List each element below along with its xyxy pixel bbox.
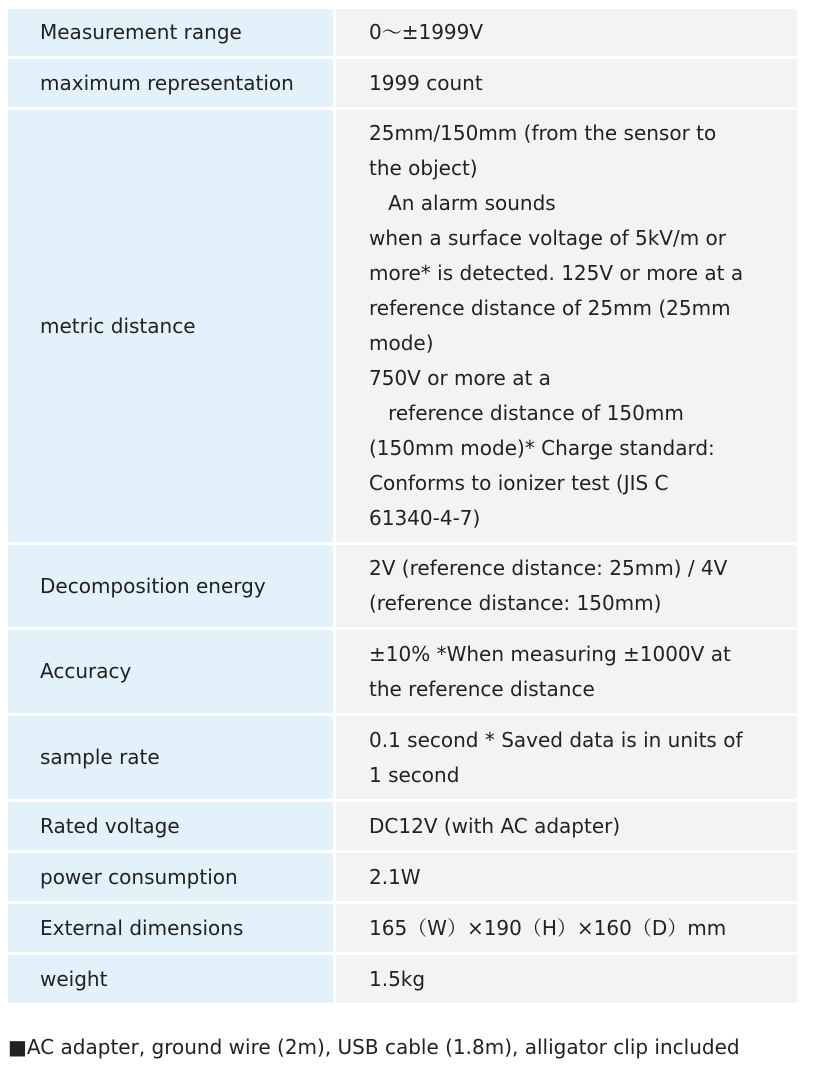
spec-label: Decomposition energy: [8, 545, 336, 627]
spec-row: [8, 110, 797, 542]
spec-label: Accuracy: [8, 630, 336, 713]
spec-label: maximum representation: [8, 59, 336, 107]
spec-value: [336, 853, 797, 901]
spec-row: [8, 630, 797, 713]
spec-label: External dimensions: [8, 904, 336, 952]
spec-row: [8, 802, 797, 850]
spec-label: Rated voltage: [8, 802, 336, 850]
spec-value: [336, 545, 797, 627]
spec-row: [8, 545, 797, 627]
spec-value-line: 1.5kg: [369, 966, 426, 991]
spec-value-line: (150mm mode)* Charge standard:: [369, 436, 715, 460]
spec-value-line: 61340-4-7): [369, 506, 481, 530]
spec-value-line: ±10% *When measuring ±1000V at: [369, 641, 731, 666]
spec-value-line: 1 second: [369, 762, 460, 787]
spec-value: [336, 802, 797, 850]
spec-value-line: 0.1 second * Saved data is in units of: [369, 727, 743, 752]
spec-value-line: reference distance of 150mm: [369, 401, 684, 425]
spec-value: [336, 59, 797, 107]
spec-value-line: mode): [369, 331, 434, 355]
spec-value-line: 165（W）×190（H）×160（D）mm: [369, 915, 727, 940]
spec-label: weight: [8, 955, 336, 1003]
spec-row: [8, 9, 797, 56]
spec-value-line: An alarm sounds: [369, 191, 556, 215]
spec-value-line: 750V or more at a: [369, 366, 551, 390]
included-items-note: ■AC adapter, ground wire (2m), USB cable (1.8m), alligator clip included: [8, 1035, 740, 1059]
spec-value-line: more* is detected. 125V or more at a: [369, 261, 744, 285]
spec-value-line: 2V (reference distance: 25mm) / 4V: [369, 556, 728, 580]
spec-value-line: the reference distance: [369, 676, 595, 701]
spec-value: [336, 716, 797, 799]
spec-row: [8, 853, 797, 901]
spec-label: Measurement range: [8, 9, 336, 56]
spec-value: [336, 904, 797, 952]
spec-value-line: DC12V (with AC adapter): [369, 813, 621, 838]
spec-table: [8, 6, 797, 1006]
spec-row: [8, 904, 797, 952]
spec-value-line: 25mm/150mm (from the sensor to: [369, 121, 717, 145]
spec-value-line: (reference distance: 150mm): [369, 591, 662, 615]
spec-value-line: 2.1W: [369, 864, 421, 889]
spec-value-line: 0〜±1999V: [369, 20, 484, 44]
spec-value-line: Conforms to ionizer test (JIS C: [369, 471, 669, 495]
spec-row: [8, 716, 797, 799]
spec-value: [336, 630, 797, 713]
spec-value-line: when a surface voltage of 5kV/m or: [369, 226, 727, 250]
spec-value: [336, 9, 797, 56]
spec-value-line: 1999 count: [369, 70, 483, 95]
spec-label: power consumption: [8, 853, 336, 901]
spec-value-line: the object): [369, 156, 478, 180]
spec-label: metric distance: [8, 110, 336, 542]
spec-value: [336, 110, 797, 542]
spec-label: sample rate: [8, 716, 336, 799]
spec-value: [336, 955, 797, 1003]
spec-row: [8, 955, 797, 1003]
spec-value-line: reference distance of 25mm (25mm: [369, 296, 731, 320]
spec-table-body: [8, 9, 797, 1003]
spec-row: [8, 59, 797, 107]
